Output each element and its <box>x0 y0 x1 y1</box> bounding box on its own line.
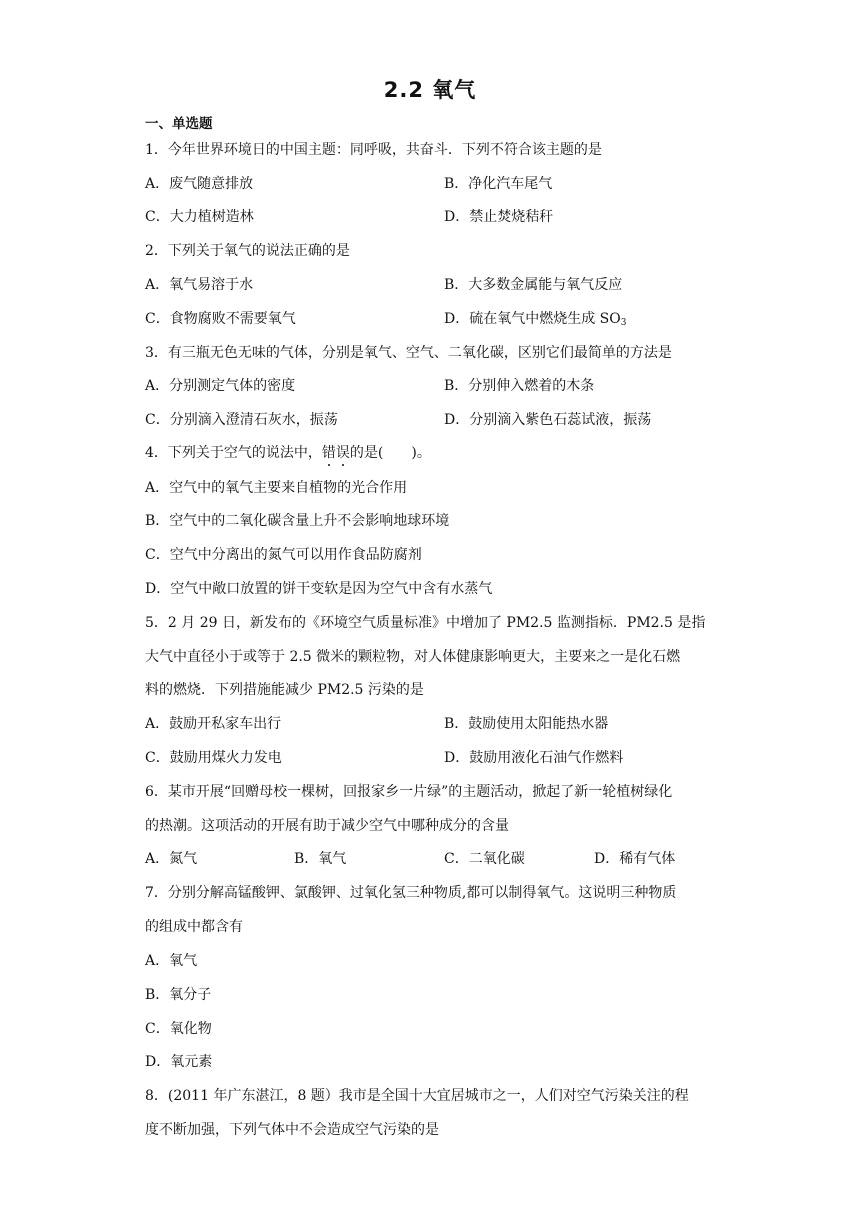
question-3-option-a: A．分别测定气体的密度 <box>145 378 296 394</box>
question-4-option-d: D．空气中敞口放置的饼干变软是因为空气中含有水蒸气 <box>145 581 493 597</box>
question-7-option-a: A．氧气 <box>145 953 198 969</box>
question-6-stem-line-2: 的热潮。这项活动的开展有助于减少空气中哪种成分的含量 <box>145 818 509 834</box>
question-7-option-b: B．氧分子 <box>145 987 212 1003</box>
question-1-option-c: C．大力植树造林 <box>145 209 254 225</box>
question-4-option-b: B．空气中的二氧化碳含量上升不会影响地球环境 <box>145 513 450 529</box>
question-5-option-b: B．鼓励使用太阳能热水器 <box>444 716 609 732</box>
question-5-option-c: C．鼓励用煤火力发电 <box>145 750 282 766</box>
section-heading: 一、单选题 <box>145 116 213 132</box>
question-4-stem-tail: 的是( )。 <box>349 445 431 461</box>
question-8-stem-line-1: 8．(2011 年广东湛江，8 题）我市是全国十大宜居城市之一，人们对空气污染关注的程 <box>145 1088 689 1104</box>
page-title: 2.2 氧气 <box>383 78 477 102</box>
question-7-stem-line-2: 的组成中都含有 <box>145 919 243 935</box>
question-5-option-a: A．鼓励开私家车出行 <box>145 716 282 732</box>
emphasis-char-2: 误 <box>335 445 350 461</box>
question-1-option-b: B．净化汽车尾气 <box>444 176 553 192</box>
question-4-stem <box>145 443 720 463</box>
question-6-option-a: A．氮气 <box>145 851 198 867</box>
subscript-3: 3 <box>620 318 627 328</box>
question-3-stem: 3．有三瓶无色无味的气体，分别是氧气、空气、二氧化碳，区别它们最简单的方法是 <box>145 345 672 361</box>
question-5-option-d: D．鼓励用液化石油气作燃料 <box>444 750 624 766</box>
question-5-stem-line-2: 大气中直径小于或等于 2.5 微米的颗粒物，对人体健康影响更大，主要来之一是化石燃 <box>145 649 681 665</box>
question-2-option-d <box>444 309 626 333</box>
question-7-option-d: D．氧元素 <box>145 1054 213 1070</box>
question-1-option-d: D．禁止焚烧秸秆 <box>444 209 554 225</box>
question-4-option-c: C．空气中分离出的氮气可以用作食品防腐剂 <box>145 547 422 563</box>
question-4-stem-lead: 4．下列关于空气的说法中， <box>145 445 322 461</box>
emphasis-char-1: 错 <box>321 445 336 461</box>
question-2-option-c: C．食物腐败不需要氧气 <box>145 311 296 327</box>
question-2-option-b: B．大多数金属能与氧气反应 <box>444 277 623 293</box>
question-3-option-c: C．分别滴入澄清石灰水，振荡 <box>145 412 338 428</box>
question-5-stem-line-1: 5．2 月 29 日，新发布的《环境空气质量标准》中增加了 PM2.5 监测指标．PM2.5 是指 <box>145 615 706 631</box>
question-6-option-d: D．稀有气体 <box>594 851 676 867</box>
question-3-option-b: B．分别伸入燃着的木条 <box>444 378 595 394</box>
question-2-stem: 2．下列关于氧气的说法正确的是 <box>145 243 350 259</box>
question-1-option-a: A．废气随意排放 <box>145 176 254 192</box>
question-6-stem-line-1: 6．某市开展“回赠母校一棵树，回报家乡一片绿”的主题活动，掀起了新一轮植树绿化 <box>145 784 673 800</box>
question-8-stem-line-2: 度不断加强，下列气体中不会造成空气污染的是 <box>145 1122 439 1138</box>
question-4-option-a: A．空气中的氧气主要来自植物的光合作用 <box>145 480 408 496</box>
question-7-stem-line-1: 7．分别分解高锰酸钾、氯酸钾、过氧化氢三种物质,都可以制得氧气。这说明三种物质 <box>145 885 677 901</box>
question-1-stem: 1．今年世界环境日的中国主题：同呼吸，共奋斗．下列不符合该主题的是 <box>145 142 602 158</box>
question-6-option-b: B．氧气 <box>294 851 347 867</box>
question-3-option-d: D．分别滴入紫色石蕊试液，振荡 <box>444 412 652 428</box>
question-6-option-c: C．二氧化碳 <box>444 851 525 867</box>
question-7-option-c: C．氧化物 <box>145 1021 212 1037</box>
question-2-option-d-text: D．硫在氧气中燃烧生成 SO <box>444 311 621 327</box>
question-5-stem-line-3: 料的燃烧．下列措施能减少 PM2.5 污染的是 <box>145 682 424 698</box>
question-2-option-a: A．氧气易溶于水 <box>145 277 254 293</box>
